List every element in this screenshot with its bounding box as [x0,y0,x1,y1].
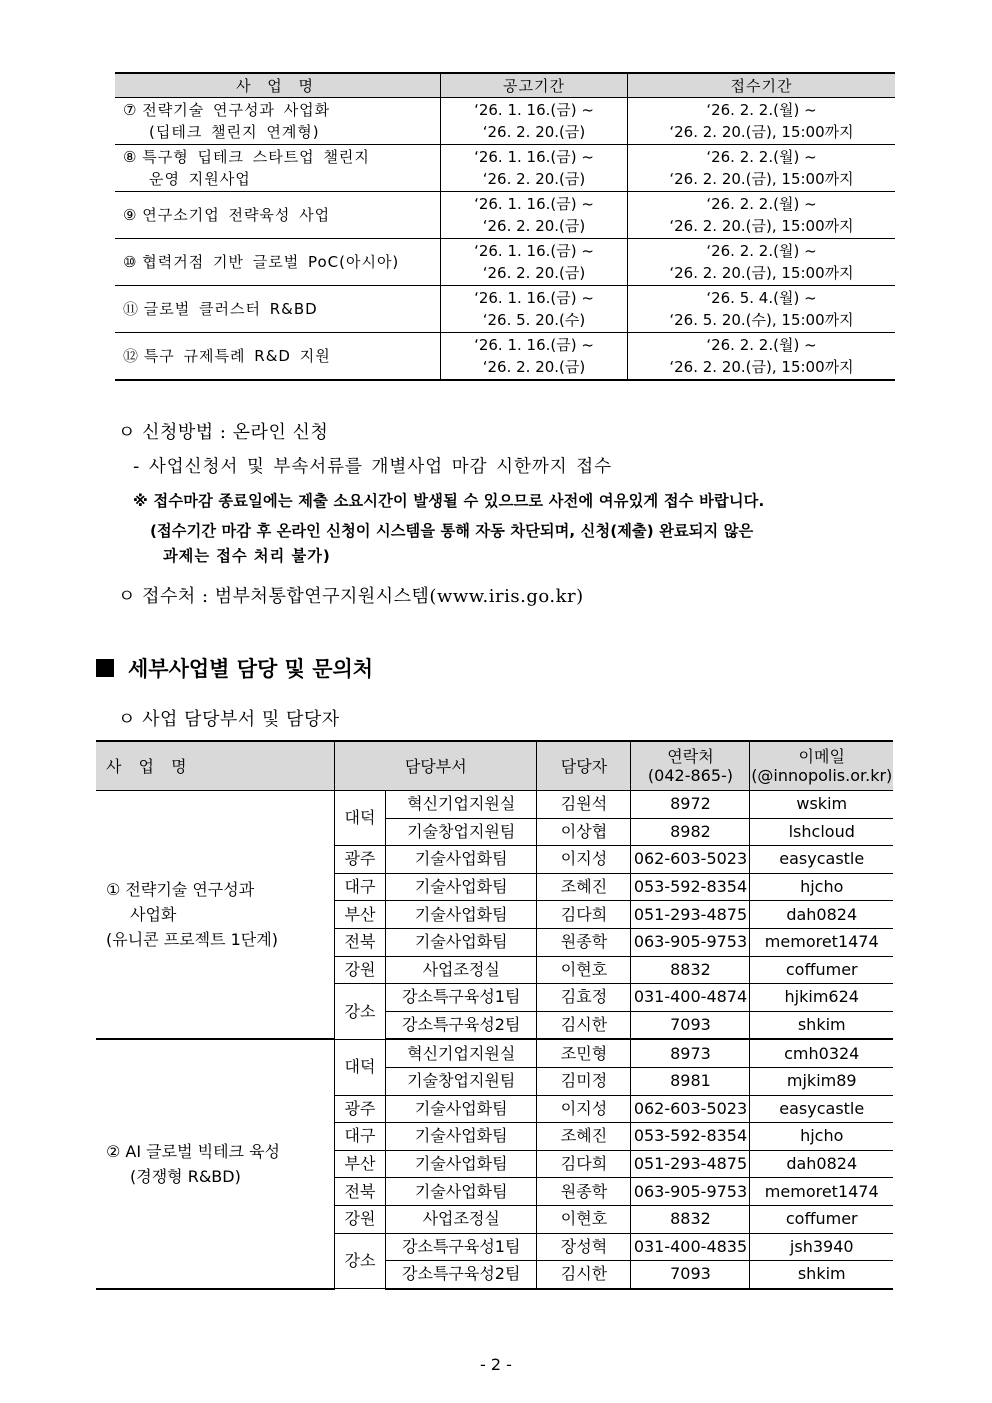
apply-method: ㅇ 신청방법 : 온라인 신청 [118,422,329,443]
schedule-table [115,72,895,381]
phone-cell: 031-400-4835 [631,1233,750,1261]
dept-cell: 강소특구육성2팀 [386,1261,537,1289]
phone-cell: 051-293-4875 [631,901,750,929]
notice-end: ‘26. 2. 20.(금) [482,217,586,235]
phone-cell: 062-603-5023 [631,1095,750,1123]
phone-cell: 053-592-8354 [631,1123,750,1151]
phone-cell: 062-603-5023 [631,846,750,874]
dept-cell: 강소특구육성1팀 [386,984,537,1012]
email-cell: coffumer [750,1205,893,1233]
biz-num: ⑨ [123,206,138,224]
schedule-row [115,98,895,145]
contact-biz-line1: ① 전략기술 연구성과 [106,880,255,900]
notice-end: ‘26. 5. 20.(수) [482,311,586,329]
dept-cell: 사업조정실 [386,956,537,984]
person-cell: 이상협 [537,818,631,846]
schedule-row [115,192,895,239]
region-cell: 강원 [335,956,386,984]
biz-num: ⑧ [123,148,138,166]
receipt-period-cell [628,145,896,192]
header-phone-prefix: (042-865-) [647,766,734,785]
person-cell: 조혜진 [537,873,631,901]
apply-method-detail: - 사업신청서 및 부속서류를 개별사업 마감 시한까지 접수 [133,457,613,477]
region-cell: 대구 [335,1123,386,1151]
dept-cell: 기술사업화팀 [386,901,537,929]
notice-period-cell [441,333,628,381]
schedule-row [115,145,895,192]
section-subtitle: ㅇ 사업 담당부서 및 담당자 [118,709,340,730]
biz-name: 연구소기업 전략육성 사업 [142,206,331,224]
schedule-biz-cell [115,145,441,192]
dept-cell: 기술사업화팀 [386,846,537,874]
phone-cell: 7093 [631,1011,750,1039]
receipt-end: ‘26. 2. 20.(금), 15:00까지 [669,217,854,235]
region-cell: 대구 [335,873,386,901]
header-biz-name: 사 업 명 [115,73,441,98]
person-cell: 김다희 [537,1150,631,1178]
biz-num: ⑩ [123,253,138,271]
phone-cell: 8972 [631,791,750,819]
receipt-start: ‘26. 2. 2.(월) ~ [706,242,817,260]
receipt-period-cell [628,239,896,286]
contact-body [96,791,893,1289]
receipt-start: ‘26. 2. 2.(월) ~ [706,148,817,166]
email-cell: cmh0324 [750,1039,893,1067]
phone-cell: 7093 [631,1261,750,1289]
notice-end: ‘26. 2. 20.(금) [482,264,586,282]
receipt-end: ‘26. 2. 20.(금), 15:00까지 [669,264,854,282]
region-cell: 부산 [335,901,386,929]
receipt-start: ‘26. 5. 4.(월) ~ [706,289,817,307]
dept-cell: 기술창업지원팀 [386,1067,537,1095]
header-contact-biz: 사 업 명 [96,741,335,791]
person-cell: 조민형 [537,1039,631,1067]
dept-cell: 기술사업화팀 [386,1150,537,1178]
contact-biz-cell [96,791,335,1040]
dept-cell: 강소특구육성1팀 [386,1233,537,1261]
dept-cell: 기술사업화팀 [386,928,537,956]
notice-period-cell [441,98,628,145]
page-number: - 2 - [480,1355,512,1374]
region-cell: 강소 [335,1233,386,1289]
region-cell: 강원 [335,1205,386,1233]
phone-cell: 063-905-9753 [631,1178,750,1206]
person-cell: 김다희 [537,901,631,929]
notice-end: ‘26. 2. 20.(금) [482,170,586,188]
dept-cell: 기술사업화팀 [386,1178,537,1206]
receipt-period-cell [628,286,896,333]
region-cell: 강소 [335,984,386,1040]
person-cell: 조혜진 [537,1123,631,1151]
person-cell: 김효정 [537,984,631,1012]
schedule-biz-cell [115,192,441,239]
email-cell: hjcho [750,873,893,901]
schedule-row [115,333,895,381]
biz-num: ⑦ [123,101,138,119]
notice-start: ‘26. 1. 16.(금) ~ [474,289,594,307]
receipt-period-cell [628,98,896,145]
email-cell: shkim [750,1011,893,1039]
person-cell: 원종학 [537,928,631,956]
dept-cell: 강소특구육성2팀 [386,1011,537,1039]
notice-end: ‘26. 2. 20.(금) [482,123,586,141]
receipt-end: ‘26. 2. 20.(금), 15:00까지 [669,123,854,141]
region-cell: 대덕 [335,1039,386,1095]
dept-cell: 기술창업지원팀 [386,818,537,846]
receipt-period-cell [628,192,896,239]
email-cell: jsh3940 [750,1233,893,1261]
schedule-body [115,98,895,381]
header-notice-period: 공고기간 [441,73,628,98]
dept-cell: 기술사업화팀 [386,1095,537,1123]
header-receipt-period: 접수기간 [628,73,896,98]
notice-end: ‘26. 2. 20.(금) [482,358,586,376]
header-person: 담당자 [537,741,631,791]
header-email-domain: (@innopolis.or.kr) [751,766,893,785]
person-cell: 김미정 [537,1067,631,1095]
phone-cell: 031-400-4874 [631,984,750,1012]
notice-start: ‘26. 1. 16.(금) ~ [474,101,594,119]
notice-start: ‘26. 1. 16.(금) ~ [474,242,594,260]
schedule-row [115,239,895,286]
receipt-period-cell [628,333,896,381]
contact-row [96,791,893,819]
schedule-biz-cell [115,98,441,145]
biz-num: ⑫ [123,347,140,365]
biz-name: 전략기술 연구성과 사업화 [142,101,331,119]
region-cell: 전북 [335,1178,386,1206]
schedule-header-row [115,73,895,98]
region-cell: 광주 [335,846,386,874]
notice-start: ‘26. 1. 16.(금) ~ [474,195,594,213]
region-cell: 부산 [335,1150,386,1178]
email-cell: dah0824 [750,1150,893,1178]
header-email [750,741,893,791]
receipt-end: ‘26. 2. 20.(금), 15:00까지 [669,358,854,376]
receipt-end: ‘26. 2. 20.(금), 15:00까지 [669,170,854,188]
biz-name: 특구 규제특례 R&D 지원 [143,347,331,365]
person-cell: 이현호 [537,956,631,984]
notice-period-cell [441,145,628,192]
phone-cell: 8981 [631,1067,750,1095]
email-cell: hjkim624 [750,984,893,1012]
receipt-start: ‘26. 2. 2.(월) ~ [706,101,817,119]
receipt-start: ‘26. 2. 2.(월) ~ [706,336,817,354]
biz-num: ⑪ [123,300,140,318]
email-cell: easycastle [750,1095,893,1123]
person-cell: 이지성 [537,846,631,874]
receipt-end: ‘26. 5. 20.(수), 15:00까지 [669,311,854,329]
schedule-row [115,286,895,333]
dept-cell: 기술사업화팀 [386,1123,537,1151]
apply-notice-1: ※ 접수마감 종료일에는 제출 소요시간이 발생될 수 있으므로 사전에 여유있게 접수 바랍니다. [133,492,765,510]
region-cell: 전북 [335,928,386,956]
biz-name: 특구형 딥테크 스타트업 챌린지 [142,148,370,166]
dept-cell: 혁신기업지원실 [386,1039,537,1067]
email-cell: lshcloud [750,818,893,846]
contact-row [96,1039,893,1067]
phone-cell: 8832 [631,1205,750,1233]
apply-notice-2: (접수기간 마감 후 온라인 신청이 시스템을 통해 자동 차단되며, 신청(제출) 완료되지 않은 [150,522,754,540]
person-cell: 장성혁 [537,1233,631,1261]
apply-notice-3: 과제는 접수 처리 불가) [163,547,331,565]
contact-biz-line1: ② AI 글로벌 빅테크 육성 [106,1142,280,1162]
person-cell: 원종학 [537,1178,631,1206]
contact-biz-cell [96,1039,335,1288]
square-bullet-icon [96,659,114,677]
header-phone-label: 연락처 [667,747,714,766]
header-dept: 담당부서 [335,741,537,791]
contact-table [96,740,893,1290]
email-cell: easycastle [750,846,893,874]
contact-biz-line3: (유니콘 프로젝트 1단계) [106,930,278,950]
phone-cell: 051-293-4875 [631,1150,750,1178]
biz-name: 글로벌 클러스터 R&BD [143,300,318,318]
apply-place: ㅇ 접수처 : 범부처통합연구지원시스템(www.iris.go.kr) [118,586,584,607]
contact-header-row [96,741,893,791]
section-title-text: 세부사업별 담당 및 문의처 [128,656,374,681]
section-title [96,653,373,683]
region-cell: 광주 [335,1095,386,1123]
email-cell: hjcho [750,1123,893,1151]
dept-cell: 사업조정실 [386,1205,537,1233]
dept-cell: 기술사업화팀 [386,873,537,901]
schedule-biz-cell [115,239,441,286]
phone-cell: 8832 [631,956,750,984]
notice-start: ‘26. 1. 16.(금) ~ [474,336,594,354]
email-cell: coffumer [750,956,893,984]
email-cell: memoret1474 [750,928,893,956]
person-cell: 이현호 [537,1205,631,1233]
notice-period-cell [441,286,628,333]
notice-period-cell [441,192,628,239]
dept-cell: 혁신기업지원실 [386,791,537,819]
region-cell: 대덕 [335,791,386,846]
phone-cell: 053-592-8354 [631,873,750,901]
phone-cell: 063-905-9753 [631,928,750,956]
schedule-biz-cell [115,286,441,333]
email-cell: memoret1474 [750,1178,893,1206]
contact-biz-line2: (경쟁형 R&BD) [130,1167,241,1187]
email-cell: dah0824 [750,901,893,929]
schedule-biz-cell [115,333,441,381]
biz-name-line2: 운영 지원사업 [149,170,251,188]
notice-period-cell [441,239,628,286]
contact-biz-line2: 사업화 [130,905,177,925]
notice-start: ‘26. 1. 16.(금) ~ [474,148,594,166]
biz-name-line2: (딥테크 챌린지 연계형) [149,123,320,141]
person-cell: 이지성 [537,1095,631,1123]
person-cell: 김시한 [537,1011,631,1039]
email-cell: mjkim89 [750,1067,893,1095]
person-cell: 김원석 [537,791,631,819]
person-cell: 김시한 [537,1261,631,1289]
header-email-label: 이메일 [798,747,845,766]
phone-cell: 8982 [631,818,750,846]
header-phone [631,741,750,791]
receipt-start: ‘26. 2. 2.(월) ~ [706,195,817,213]
biz-name: 협력거점 기반 글로벌 PoC(아시아) [142,253,400,271]
email-cell: shkim [750,1261,893,1289]
email-cell: wskim [750,791,893,819]
phone-cell: 8973 [631,1039,750,1067]
